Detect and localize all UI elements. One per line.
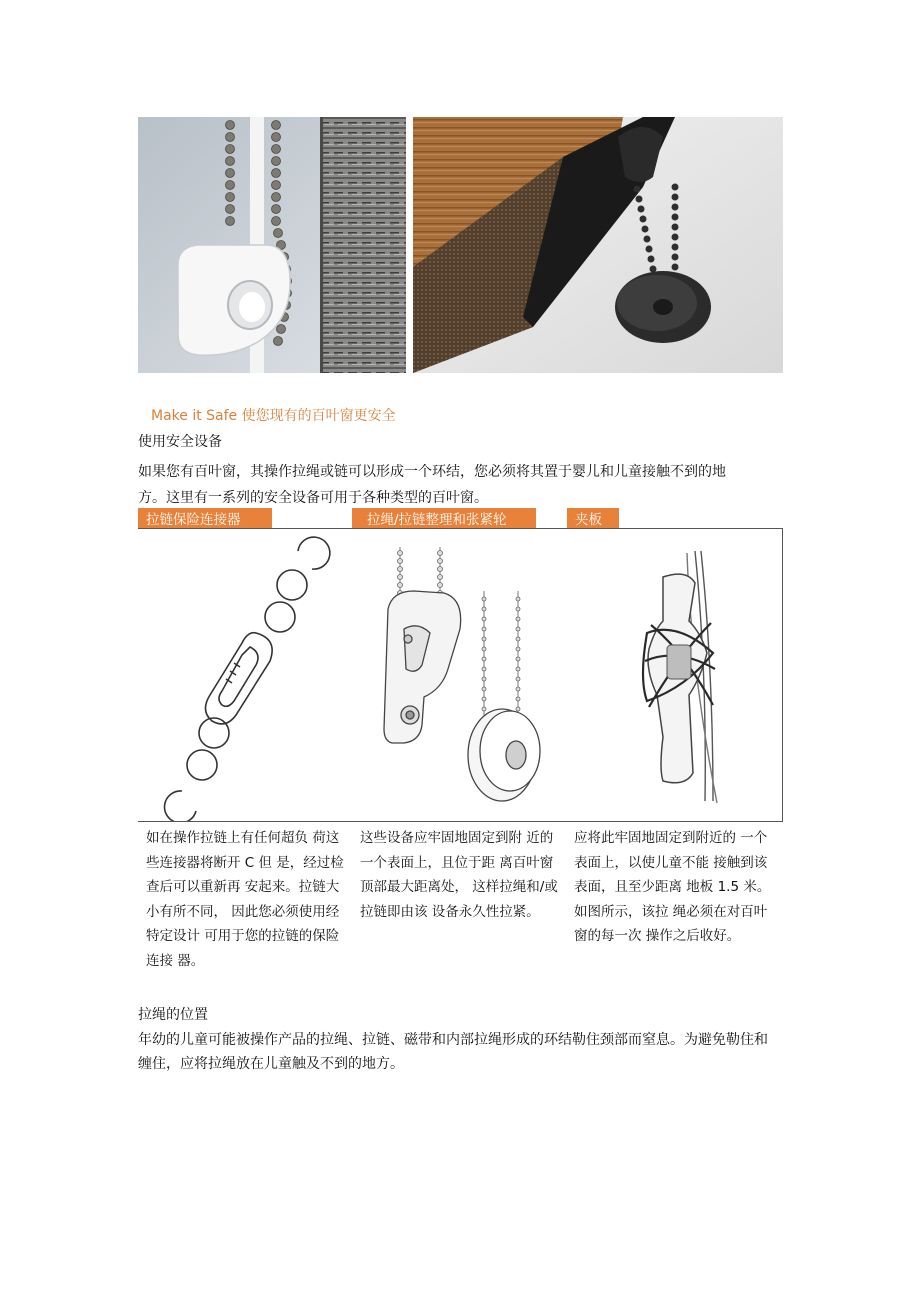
section-title-cord-position: 拉绳的位置 <box>138 1007 208 1023</box>
illustration-chain-connector <box>138 528 353 822</box>
intro-paragraph: 如果您有百叶窗，其操作拉绳或链可以形成一个环结，您必须将其置于婴儿和儿童接触不到的地方。这里有一系列的安全设备可用于各种类型的百叶窗。 <box>138 464 726 506</box>
photo-tension-pulley-dark <box>413 117 783 373</box>
column-header-tension-pulley: 拉绳/拉链整理和张紧轮 <box>352 508 536 529</box>
subtitle: Make it Safe 使您现有的百叶窗更安全 <box>151 408 396 424</box>
column-header-cleat: 夹板 <box>567 508 619 529</box>
column-text-tension-pulley: 这些设备应牢固地固定到附 近的一个表面上，且位于距 离百叶窗顶部最大距离处， 这样拉绳和/或拉链即由该 设备永久性拉紧。 <box>360 830 558 920</box>
illustration-tension-pulley <box>352 528 568 822</box>
heading-safety-devices: 使用安全设备 <box>138 434 222 450</box>
illustration-cleat <box>567 528 783 822</box>
section-body-cord-position: 年幼的儿童可能被操作产品的拉绳、拉链、磁带和内部拉绳形成的环结勒住颈部而窒息。为避免勒住和缠住，应将拉绳放在儿童触及不到的地方。 <box>138 1032 768 1072</box>
column-text-chain-connector: 如在操作拉链上有任何超负 荷这些连接器将断开 C 但 是，经过检查后可以重新再 安起来。拉链大小有所不同， 因此您必须使用经特定设计 可用于您的拉链的保险连接 器。 <box>146 830 344 969</box>
photo-chain-connector-white <box>138 117 406 373</box>
column-text-cleat: 应将此牢固地固定到附近的 一个表面上，以使儿童不能 接触到该表面，且至少距离 地板 1.5 米。如图所示，该拉 绳必须在对百叶窗的每一次 操作之后收好。 <box>574 830 771 944</box>
column-header-chain-connector: 拉链保险连接器 <box>138 508 272 529</box>
